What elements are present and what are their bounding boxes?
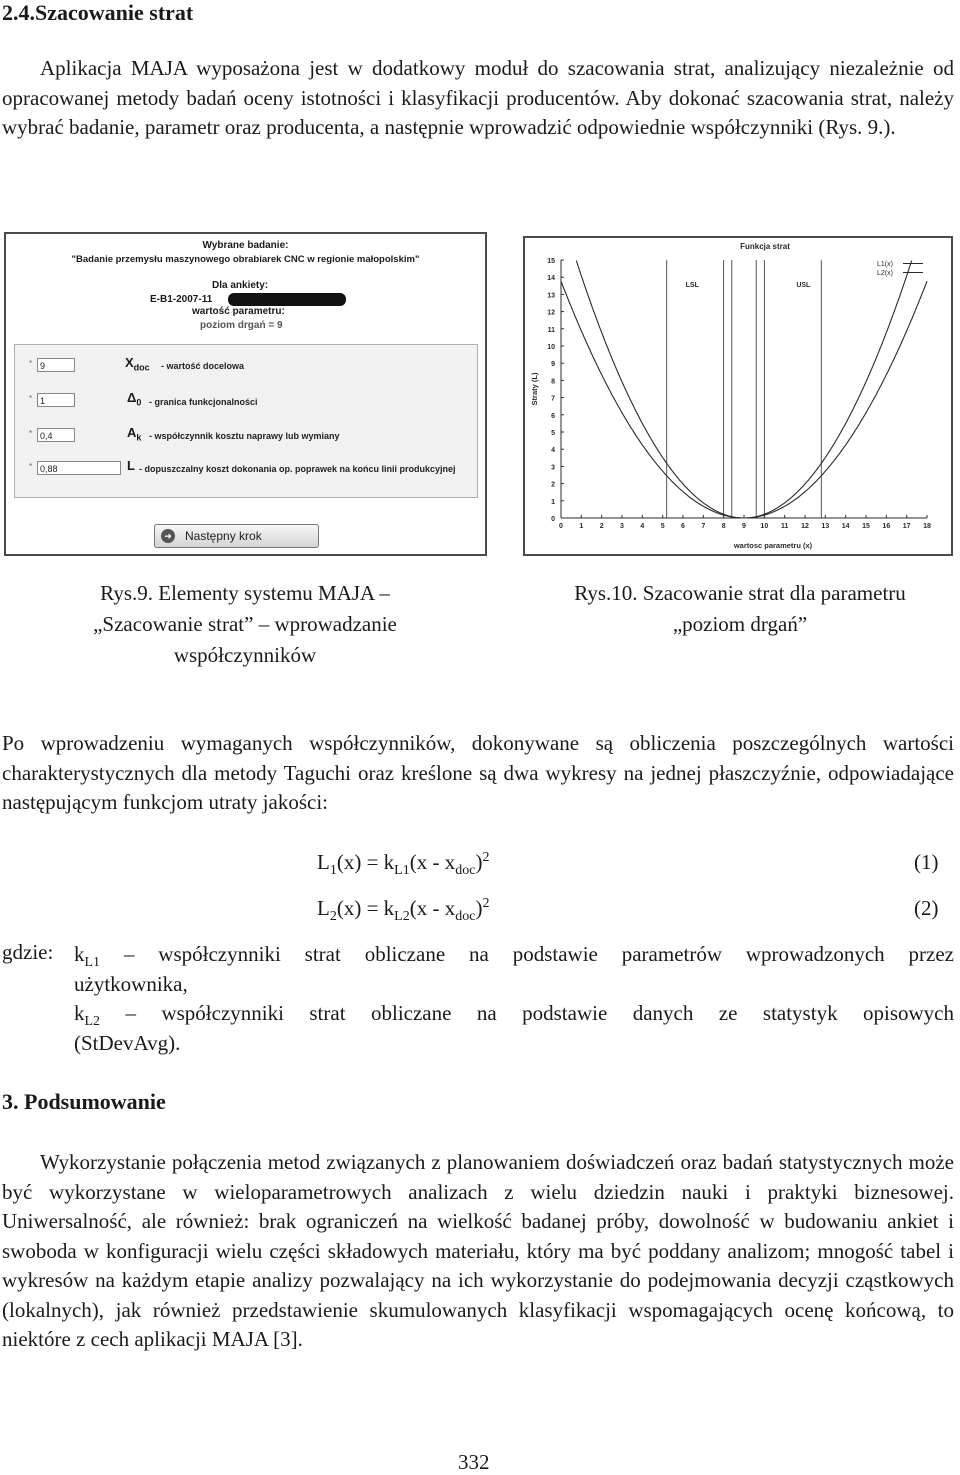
- y-tick-label: 14: [547, 275, 555, 283]
- y-tick-label: 3: [551, 464, 555, 472]
- ak-desc: - współczynnik kosztu naprawy lub wymiany: [149, 431, 340, 441]
- loss-function-chart: [525, 238, 951, 554]
- l-input[interactable]: 0,88: [37, 461, 121, 475]
- x-tick-label: 9: [742, 523, 746, 530]
- y-tick-label: 2: [551, 481, 555, 489]
- paragraph-taguchi: Po wprowadzeniu wymaganych współczynników, dokonywane są obliczenia poszczególnych wartości charakterystycznych dla metody Taguchi oraz kreślone są dwa wykresy na jednej płaszczyźnie, odpowiadające następującym funkcjom utraty jakości:: [2, 731, 954, 814]
- x-tick-label: 2: [599, 523, 604, 530]
- x-tick-label: 17: [902, 523, 911, 530]
- ak-symbol: $A_k$: [127, 425, 142, 443]
- series-line-2: [561, 281, 927, 518]
- x-tick-label: 11: [780, 523, 789, 530]
- next-step-label: Następny krok: [185, 529, 262, 543]
- y-tick-label: 15: [547, 258, 555, 265]
- summary-heading: 3. Podsumowanie: [2, 1089, 166, 1114]
- equation-1-number: (1): [914, 850, 939, 874]
- fig9-param-label: wartość parametru:: [192, 306, 285, 317]
- y-tick-label: 8: [551, 378, 555, 386]
- figure10-chart-frame: [523, 236, 953, 556]
- l-symbol: L: [127, 458, 135, 473]
- fig9-survey-label: Dla ankiety:: [212, 280, 269, 291]
- required-star-icon: *: [29, 394, 33, 403]
- where-label: gdzie:: [2, 940, 54, 964]
- fig9-study-title: "Badanie przemysłu maszynowego obrabiarek CNC w regionie małopolskim": [71, 254, 420, 265]
- x-tick-label: 12: [801, 523, 809, 530]
- y-tick-label: 4: [551, 447, 555, 455]
- figure9-caption: [20, 578, 470, 671]
- x-tick-label: 6: [681, 523, 685, 530]
- required-star-icon: *: [29, 462, 33, 471]
- fig10-caption-line: „poziom drgań”: [672, 612, 808, 636]
- ak-input[interactable]: 0,4: [37, 428, 75, 442]
- next-step-button[interactable]: [154, 524, 319, 548]
- summary-paragraph: Wykorzystanie połączenia metod związanych z planowaniem doświadczeń oraz badań statystycznych może być wykorzystane w wieloparametrowych analizach z wielu dziedzin nauki i praktyki biznesowej. Uniwersalność, ale również: brak ograniczeń na wielkość badanej próby, dowolność w budowaniu ankiet i swoboda w konfiguracji wielu części składowych materiału, który ma być poddany analizom; mnogość tabel i wykresów na każdym etapie analizy pozwalający na ich wykorzystanie do podejmowania decyzji cząstkowych (lokalnych), jak również przedstawienie skumulowanych klasyfikacji wspomagających ocenę końcową, to niektóre z cech aplikacji MAJA [3].: [2, 1150, 954, 1351]
- y-tick-label: 6: [551, 412, 555, 420]
- y-tick-label: 5: [551, 430, 555, 437]
- y-tick-label: 11: [547, 326, 555, 334]
- x-tick-label: 5: [660, 523, 665, 530]
- x-doc-symbol: $X_{doc}$: [125, 355, 150, 373]
- page-number: 332: [458, 1450, 490, 1474]
- fig9-caption-line: współczynników: [173, 643, 317, 667]
- x-doc-desc: - wartość docelowa: [161, 361, 245, 371]
- required-star-icon: *: [29, 429, 33, 438]
- x-tick-label: 4: [640, 523, 645, 530]
- delta0-input[interactable]: 1: [37, 393, 75, 407]
- x-tick-label: 13: [821, 523, 830, 530]
- x-tick-label: 7: [701, 523, 706, 530]
- legend-label: L2(x): [877, 270, 893, 277]
- fig10-caption-line: Rys.10. Szacowanie strat dla parametru: [574, 581, 906, 605]
- x-doc-input[interactable]: 9: [37, 358, 75, 372]
- figure10-caption: [510, 578, 960, 640]
- fig9-param-value: poziom drgań = 9: [200, 320, 283, 331]
- y-tick-label: 1: [551, 498, 555, 506]
- limit-label-lsl: LSL: [685, 282, 699, 289]
- fig9-survey-id: E-B1-2007-11: [150, 294, 213, 305]
- arrow-circle-icon: ➜: [161, 529, 175, 543]
- delta0-desc: - granica funkcjonalności: [149, 397, 258, 407]
- figure9-screenshot: [4, 232, 487, 556]
- limit-label-usl: USL: [796, 282, 811, 289]
- equation-2-number: (2): [914, 896, 939, 920]
- x-tick-label: 14: [841, 523, 850, 530]
- fig9-caption-line: „Szacowanie strat” – wprowadzanie: [93, 612, 397, 636]
- x-tick-label: 10: [760, 523, 769, 530]
- y-tick-label: 7: [551, 395, 555, 403]
- y-tick-label: 9: [551, 361, 555, 369]
- chart-title: Funkcja strat: [740, 242, 790, 251]
- delta0-symbol: $\Delta_0$: [127, 390, 142, 408]
- series-line-1: [576, 261, 912, 519]
- fig9-form-panel: [14, 344, 478, 498]
- x-tick-label: 18: [923, 523, 931, 530]
- equation-1: $L_1(x) = k_{L1}(x - x_{doc})^2$: [317, 850, 490, 879]
- required-star-icon: *: [29, 359, 33, 368]
- x-tick-label: 0: [559, 523, 563, 530]
- where-item-kl2: $k_{L2}$ – współczynniki strat obliczane na podstawie danych ze statystyk opisowych (StDevAvg).: [74, 1001, 955, 1055]
- x-tick-label: 8: [721, 523, 726, 530]
- x-tick-label: 3: [620, 523, 624, 530]
- fig9-header-label: Wybrane badanie:: [202, 240, 289, 251]
- x-tick-label: 15: [862, 523, 870, 530]
- y-tick-label: 12: [547, 309, 555, 317]
- y-axis-label: Straty (L): [530, 372, 539, 406]
- y-tick-label: 13: [547, 292, 555, 300]
- l-desc: - dopuszczalny koszt dokonania op. poprawek na końcu linii produkcyjnej: [139, 464, 456, 474]
- x-axis-label: wartosc parametru (x): [733, 541, 813, 550]
- fig9-caption-line: Rys.9. Elementy systemu MAJA –: [100, 581, 390, 605]
- y-tick-label: 0: [551, 516, 555, 523]
- legend-label: L1(x): [877, 261, 893, 268]
- y-tick-label: 10: [547, 344, 555, 351]
- x-tick-label: 1: [579, 523, 584, 530]
- where-item-kl1: $k_{L1}$ – współczynniki strat obliczane na podstawie parametrów wprowadzonych przez użytkownika,: [74, 942, 954, 996]
- section-heading: 2.4.Szacowanie strat: [2, 0, 194, 25]
- redacted-bar: [228, 293, 346, 306]
- x-tick-label: 16: [882, 523, 891, 530]
- equation-2: $L_2(x) = k_{L2}(x - x_{doc})^2$: [317, 896, 490, 925]
- intro-paragraph: Aplikacja MAJA wyposażona jest w dodatkowy moduł do szacowania strat, analizujący niezależnie od opracowanej metody badań oceny istotności i klasyfikacji producentów. Aby dokonać szacowania strat, należy wybrać badanie, parametr oraz producenta, a następnie wprowadzić odpowiednie współczynniki (Rys. 9.).: [2, 56, 954, 139]
